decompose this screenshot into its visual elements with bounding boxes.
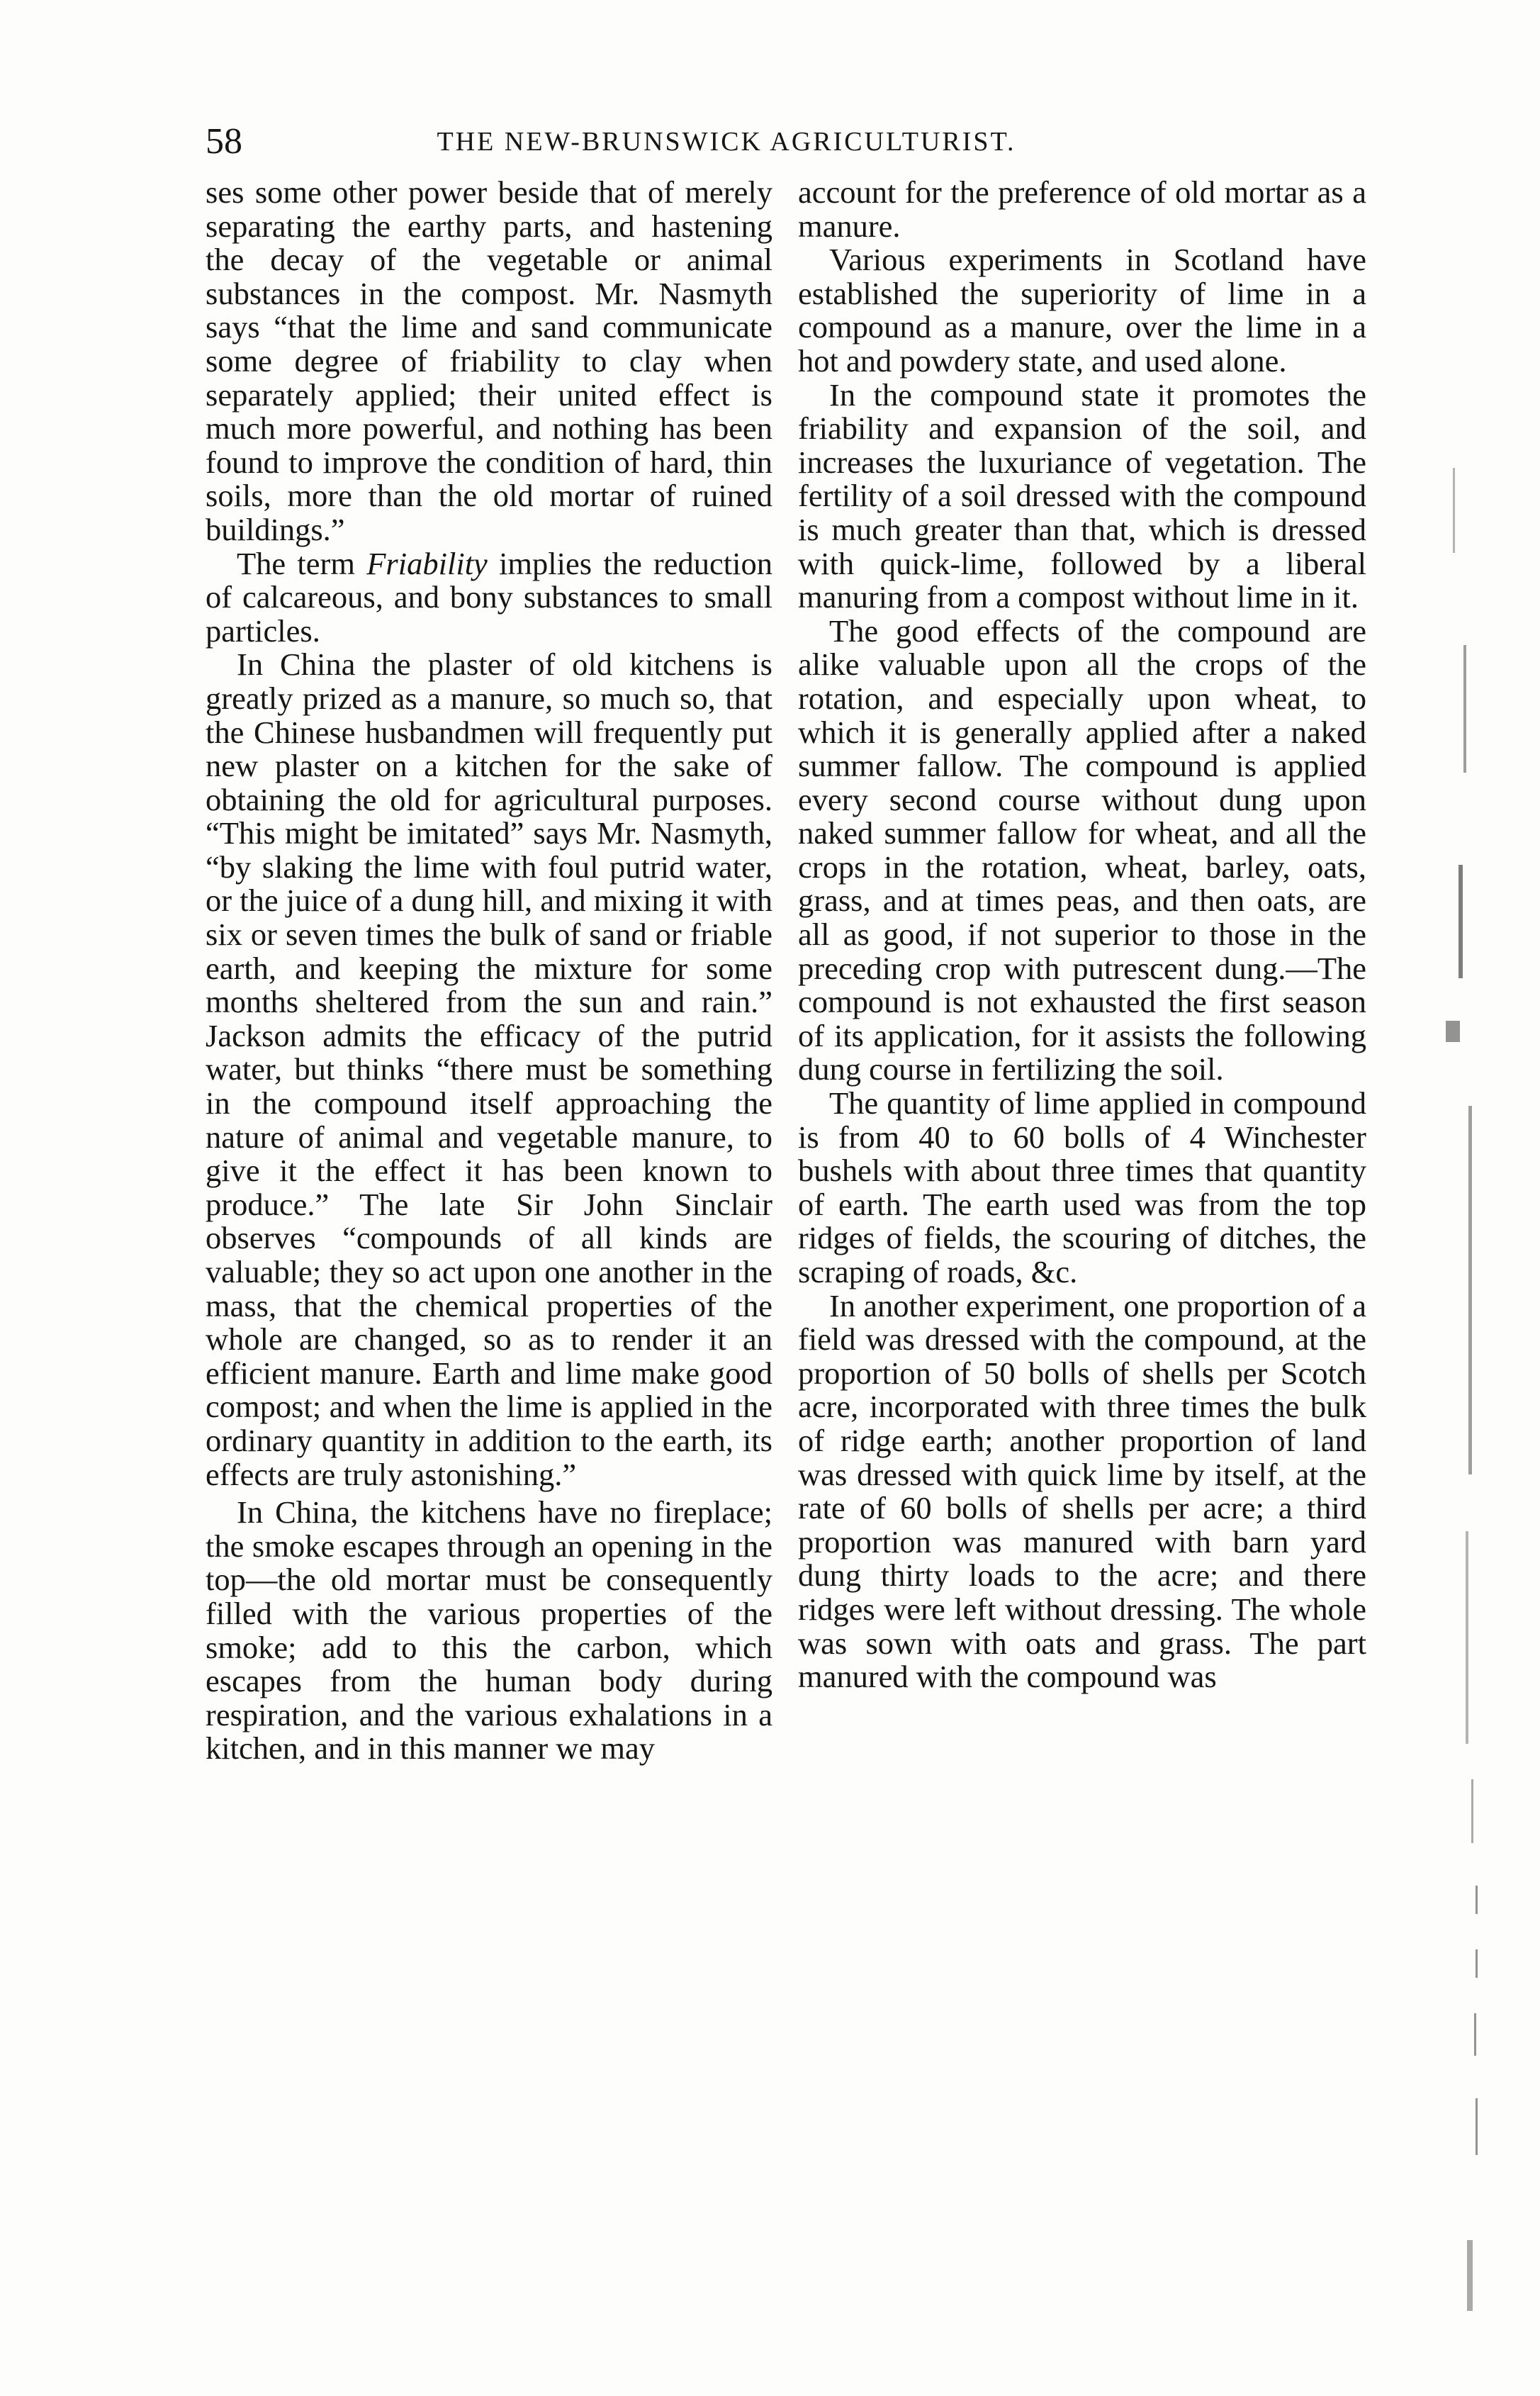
right-column	[798, 176, 1366, 1694]
paragraph: In China the plaster of old kitchens is greatly prized as a manure, so much so, that the Chinese husbandmen will frequently put new plaster on a kitchen for the sake of obtaining the old for agricultural purposes. “This might be imitated” says Mr. Nasmyth, “by slaking the lime with foul putrid water, or the juice of a dung hill, and mixing it with six or seven times the bulk of sand or friable earth, and keeping the mixture for some months sheltered from the sun and rain.” Jackson admits the efficacy of the putrid water, but thinks “there must be something in the compound itself approaching the nature of animal and vegetable manure, to give it the effect it has been known to produce.” The late Sir John Sinclair observes “compounds of all kinds are valuable; they so act upon one another in the mass, that the chemical properties of the whole are changed, so as to render it an efficient manure. Earth and lime make good compost; and when the lime is applied in the ordinary quantity in addition to the earth, its effects are truly astonishing.”	[206, 646, 772, 1492]
left-column	[206, 176, 772, 1766]
paragraph-text: implies the reduction of calcareous, and bony substances to small particles.	[206, 545, 772, 649]
bleed-through-marks	[1424, 468, 1502, 2382]
page-number: 58	[206, 121, 242, 162]
running-title: THE NEW-BRUNSWICK AGRICULTURIST.	[437, 127, 1016, 157]
paragraph: In another experiment, one proportion of a field was dressed with the compound, at the proportion of 50 bolls of shells per Scotch acre, incorporated with three times the bulk of ridge earth; another proportion of land was dressed with quick lime by itself, at the rate of 60 bolls of shells per acre; a third proportion was manured with barn yard dung thirty loads to the acre; and there ridges were left without dressing. The whole was sown with oats and grass. The part manured with the compound was	[798, 1287, 1366, 1695]
page-header	[206, 117, 1176, 167]
paragraph-text: The term	[237, 545, 367, 581]
paragraph: ses some other power beside that of merely separating the earthy parts, and hastening the decay of the vegetable or animal substances in the compost. Mr. Nasmyth says “that the lime and sand communicate some degree of friability to clay when separately applied; their united effect is much more powerful, and nothing has been found to improve the condition of hard, thin soils, more than the old mortar of ruined buildings.”	[206, 174, 772, 547]
paragraph: The quantity of lime applied in compound is from 40 to 60 bolls of 4 Winchester bushels with about three times that quantity of earth. The earth used was from the top ridges of fields, the scouring of ditches, the scraping of roads, &c.	[798, 1085, 1366, 1289]
paragraph: In China, the kitchens have no fireplace; the smoke escapes through an opening in the top—the old mortar must be consequently filled with the various properties of the smoke; add to this the carbon, which escapes from the human body during respiration, and the various exhalations in a kitchen, and in this manner we may	[206, 1494, 772, 1767]
paragraph: Various experiments in Scotland have established the superiority of lime in a compound as a manure, over the lime in a hot and powdery state, and used alone.	[798, 242, 1366, 379]
paragraph: account for the preference of old mortar as a manure.	[798, 174, 1366, 244]
paragraph: The good effects of the compound are alike valuable upon all the crops of the rotation, and especially upon wheat, to which it is generally applied after a naked summer fallow. The compound is applied every second course without dung upon naked summer fallow for wheat, and all the crops in the rotation, wheat, barley, oats, grass, and at times peas, and then oats, are all as good, if not superior to those in the preceding crop with putrescent dung.—The compound is not exhausted the first season of its application, for it assists the following dung course in fertilizing the soil.	[798, 612, 1366, 1087]
paragraph: In the compound state it promotes the friability and expansion of the soil, and increases the luxuriance of vegetation. The fertility of a soil dressed with the compound is much greater than that, which is dressed with quick-lime, followed by a liberal manuring from a compost without lime in it.	[798, 376, 1366, 615]
italic-term: Friability	[366, 545, 488, 581]
paragraph	[206, 547, 772, 649]
